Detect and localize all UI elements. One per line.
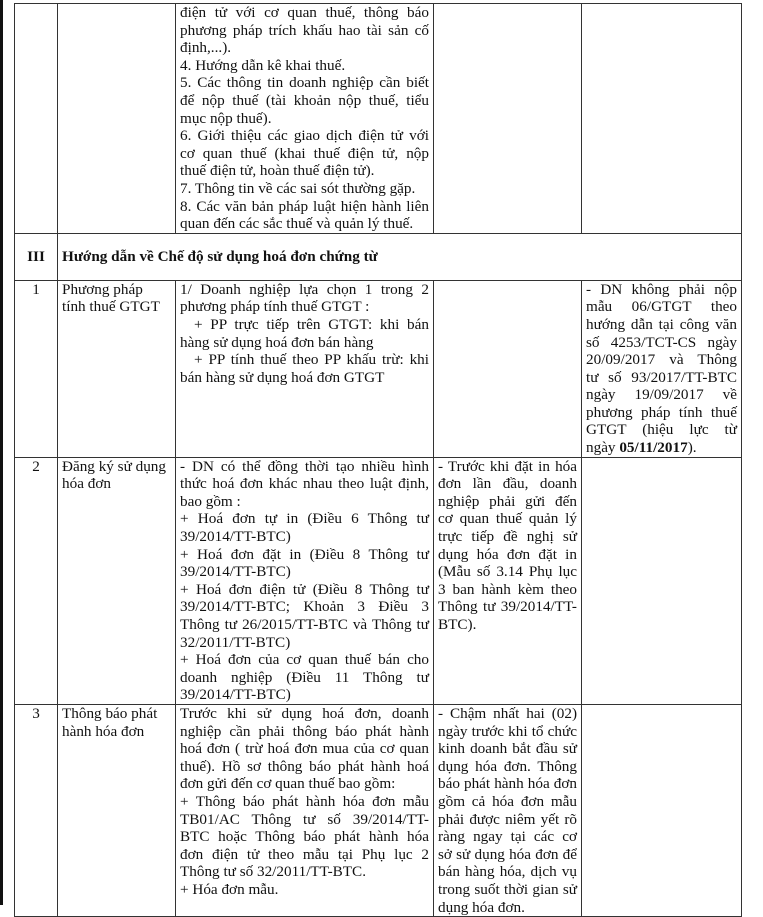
content-line: 39/2014/TT-BTC) — [180, 686, 291, 704]
content-line: + Thông báo phát hành hóa đơn mẫu — [180, 792, 429, 810]
content-line: Thông tư số 32/2011/TT-BTC. — [180, 863, 366, 881]
section-title: Hướng dẫn về Chế độ sử dụng hoá đơn chứng từ — [58, 233, 742, 280]
cell-timing — [434, 4, 582, 234]
note-line: phương pháp tính thuế — [586, 403, 737, 421]
content-line: thuế điện tử, hoàn thuế điện tử). — [180, 162, 375, 180]
note-line: 20/09/2017 và Thông — [586, 351, 737, 369]
content-line: 39/2014/TT-BTC; Khoản 3 Điều 3 — [180, 598, 429, 616]
timing-line: ngày trước khi tổ chức — [438, 722, 577, 740]
section-header-row — [15, 233, 742, 280]
timing-line: dụng hóa đơn đặt in — [438, 545, 577, 563]
content-line: để nộp thuế (tài khoản nộp thuế, tiểu — [180, 91, 429, 109]
content-line: 39/2014/TT-BTC) — [180, 563, 291, 581]
content-line: nghiệp cần phải thông báo phát hành — [180, 722, 429, 740]
cell-topic — [58, 4, 176, 234]
note-line: ngày 19/09/2017 về — [586, 386, 737, 404]
content-line: doanh nghiệp (Điều 11 Thông tư — [180, 668, 429, 686]
content-line: 8. Các văn bản pháp luật hiện hành liên — [180, 197, 429, 215]
note-line: mẫu 06/GTGT theo — [586, 298, 737, 316]
timing-line: BTC). — [438, 616, 477, 633]
timing-line: trong suốt thời gian sử — [438, 880, 577, 898]
note-line: GTGT (hiệu lực từ — [586, 421, 737, 439]
row-timing — [434, 457, 582, 704]
timing-line: - Chậm nhất hai (02) — [438, 704, 577, 722]
content-line: + Hoá đơn đặt in (Điều 8 Thông tư — [180, 545, 429, 563]
table-row — [15, 457, 742, 704]
row-number: 2 — [15, 457, 58, 704]
timing-line: 3 ban hành kèm theo — [438, 580, 577, 598]
topic-line: tính thuế GTGT — [62, 298, 160, 316]
content-line: đơn điện tử theo mẫu tại Phụ lục 2 — [180, 845, 429, 863]
row-content — [176, 704, 434, 916]
content-line: bao gồm : — [180, 492, 241, 510]
row-number: 3 — [15, 704, 58, 916]
topic-line: hành hóa đơn — [62, 722, 145, 740]
timing-line: gồm cả hóa đơn mẫu — [438, 792, 577, 810]
topic-line: Thông báo phát — [62, 704, 158, 722]
content-line: + Hoá đơn của cơ quan thuế bán cho — [180, 651, 429, 669]
timing-line: cơ quan thuế quản lý — [438, 510, 577, 528]
timing-line: đơn lần đầu, doanh — [438, 475, 577, 493]
note-line: hướng dẫn tại công văn — [586, 315, 737, 333]
table-row-continued — [15, 4, 742, 234]
content-line: hàng sử dụng hoá đơn bán hàng — [180, 333, 374, 351]
content-line: đơn gửi đến cơ quan thuế bao gồm: — [180, 775, 396, 793]
row-note — [582, 280, 742, 457]
timing-line: bán hàng hóa, dịch vụ — [438, 863, 577, 881]
content-line: TB01/AC Thông tư số 39/2014/TT- — [180, 810, 429, 828]
content-line: + PP tính thuế theo PP khấu trừ: khi — [194, 351, 429, 369]
content-line: 32/2011/TT-BTC) — [180, 633, 291, 651]
timing-line: ràng ngay tại các cơ — [438, 828, 577, 846]
content-line: cơ quan thuế (khai thuế điện tử, nộp — [180, 144, 429, 162]
topic-line: Phương pháp — [62, 280, 143, 298]
timing-line: sở sử dụng hóa đơn để — [438, 845, 577, 863]
section-number: III — [15, 233, 58, 280]
cell-content — [176, 4, 434, 234]
timing-line: phải được niêm yết rõ — [438, 810, 577, 828]
timing-line: nghiệp phải gửi đến — [438, 492, 577, 510]
note-line: - DN không phải nộp — [586, 280, 737, 298]
content-line: 39/2014/TT-BTC) — [180, 528, 291, 546]
content-line: thuế). Hồ sơ thông báo phát hành hoá — [180, 757, 429, 775]
timing-line: dụng hóa đơn. — [438, 898, 525, 916]
content-line: - DN có thể đồng thời tạo nhiều hình — [180, 457, 429, 475]
content-line: + PP trực tiếp trên GTGT: khi bán — [194, 315, 429, 333]
topic-line: Đăng ký sử dụng — [62, 457, 166, 475]
content-line: định,...). — [180, 39, 232, 57]
content-line: + Hóa đơn mẫu. — [180, 880, 279, 898]
row-topic — [58, 280, 176, 457]
topic-line: hóa đơn — [62, 475, 111, 493]
table-row — [15, 704, 742, 916]
content-line: bán hàng sử dụng hoá đơn GTGT — [180, 368, 385, 386]
content-line: Trước khi sử dụng hoá đơn, doanh — [180, 704, 429, 722]
content-line: Thông tư 26/2015/TT-BTC và Thông tư — [180, 616, 429, 633]
row-timing — [434, 280, 582, 457]
effective-date: 05/11/2017 — [619, 439, 688, 457]
content-line: 4. Hướng dẫn kê khai thuế. — [180, 56, 346, 74]
row-note — [582, 704, 742, 916]
content-line: + Hoá đơn tự in (Điều 6 Thông tư — [180, 510, 429, 528]
timing-line: báo phát hành hóa đơn — [438, 775, 577, 793]
note-suffix: ). — [687, 439, 697, 457]
timing-line: (Mẫu số 3.14 Phụ lục — [438, 563, 577, 581]
row-content — [176, 280, 434, 457]
note-line: số 4253/TCT-CS ngày — [586, 333, 737, 351]
row-topic — [58, 457, 176, 704]
content-line: mục nộp thuế). — [180, 109, 272, 127]
timing-line: - Trước khi đặt in hóa — [438, 457, 577, 475]
content-line: điện tử với cơ quan thuế, thông báo — [180, 4, 429, 21]
row-note — [582, 457, 742, 704]
content-line: phương pháp trích khấu hao tài sản cố — [180, 21, 429, 39]
note-prefix: ngày — [586, 439, 620, 457]
content-line: 6. Giới thiệu các giao dịch điện tử với — [180, 127, 429, 145]
content-line: 7. Thông tin về các sai sót thường gặp. — [180, 179, 416, 197]
table-row — [15, 280, 742, 457]
row-timing — [434, 704, 582, 916]
note-line-effective-date — [586, 439, 737, 457]
content-line: quan đến các sắc thuế và quản lý thuế. — [180, 215, 414, 233]
content-line: + Hoá đơn điện tử (Điều 8 Thông tư — [180, 580, 429, 598]
content-line: 5. Các thông tin doanh nghiệp cần biết — [180, 74, 429, 92]
content-line: 1/ Doanh nghiệp lựa chọn 1 trong 2 — [180, 280, 429, 298]
scan-edge — [0, 0, 3, 905]
content-line: thức hoá đơn khác nhau theo luật định, — [180, 475, 429, 493]
timing-line: Thông tư 39/2014/TT- — [438, 598, 577, 616]
timing-line: dụng hóa đơn. Thông — [438, 757, 577, 775]
row-content — [176, 457, 434, 704]
timing-line: kinh doanh bắt đầu sử — [438, 740, 577, 758]
row-number: 1 — [15, 280, 58, 457]
content-line: phương pháp tính thuế GTGT : — [180, 298, 370, 316]
row-topic — [58, 704, 176, 916]
timing-line: trực tiếp đề nghị sử — [438, 528, 577, 546]
guidance-table — [14, 3, 742, 917]
content-line: BTC hoặc Thông báo phát hành hóa — [180, 828, 429, 846]
cell-number — [15, 4, 58, 234]
content-line: hoá đơn ( trừ hoá đơn mua của cơ quan — [180, 740, 429, 758]
note-line: tư số 93/2017/TT-BTC — [586, 368, 737, 386]
cell-note — [582, 4, 742, 234]
